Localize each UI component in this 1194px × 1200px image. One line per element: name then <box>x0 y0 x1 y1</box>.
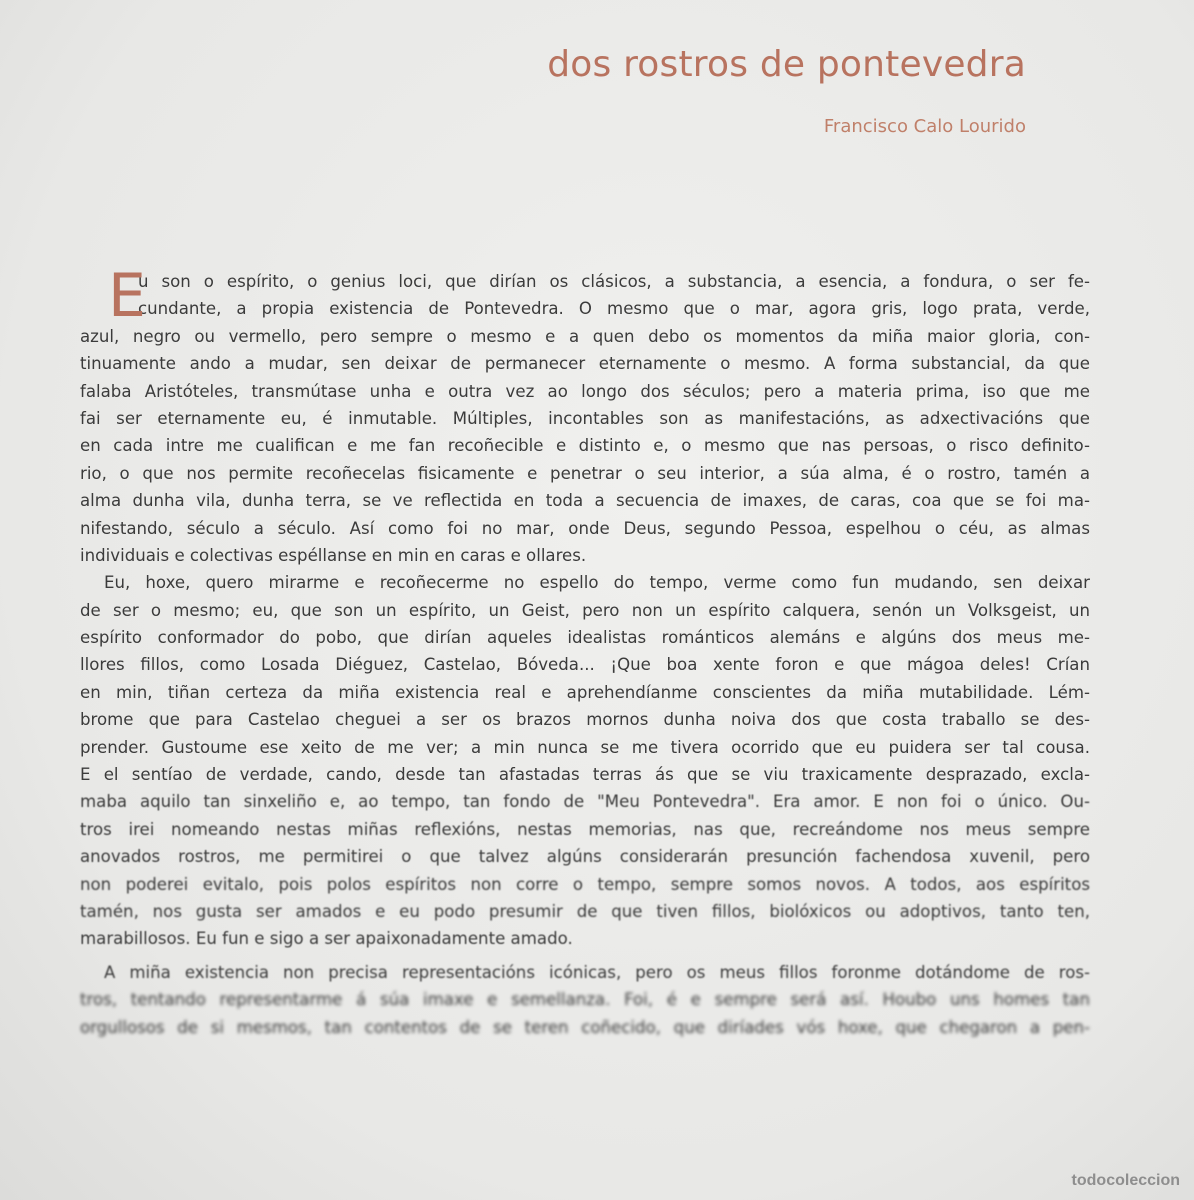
text-line: espírito conformador do pobo, que dirían aqueles idealistas románticos alemáns e algúns dos meus me- <box>80 628 1090 648</box>
text-line: tamén, nos gusta ser amados e eu podo presumir de que tiven fillos, biolóxicos ou adoptivos, tanto ten, <box>80 901 1090 921</box>
text-line: falaba Aristóteles, transmútase unha e outra vez ao longo dos séculos; pero a materia prima, iso que me <box>80 381 1090 401</box>
text-line: orgullosos de si mesmos, tan contentos de se teren coñecido, que diríades vós hoxe, que chegaron a pen- <box>80 1017 1090 1037</box>
text-line: prender. Gustoume ese xeito de me ver; a min nunca se me tivera ocorrido que eu puidera ser tal cousa. <box>80 737 1090 757</box>
chapter-title: dos rostros de pontevedra <box>547 44 1026 85</box>
text-line: azul, negro ou vermello, pero sempre o mesmo e a quen debo os momentos da miña maior gloria, con- <box>80 326 1090 346</box>
text-line: fai ser eternamente eu, é inmutable. Múltiples, incontables son as manifestacións, as adxectivacións que <box>80 408 1090 428</box>
body-text <box>80 261 1090 1041</box>
text-line: tros, tentando representarme á súa imaxe e semellanza. Foi, é e sempre será así. Houbo uns homes tan <box>80 990 1090 1010</box>
text-line: alma dunha vila, dunha terra, se ve reflectida en toda a secuencia de imaxes, de caras, coa que se foi ma- <box>80 491 1090 511</box>
text-line: brome que para Castelao cheguei a ser os brazos mornos dunha noiva dos que costa traballo se des- <box>80 710 1090 730</box>
text-line: A miña existencia non precisa representacións icónicas, pero os meus fillos foronme dotándome de ros- <box>104 962 1090 982</box>
text-line: nifestando, século a século. Así como foi no mar, onde Deus, segundo Pessoa, espelhou o céu, as almas <box>80 518 1090 538</box>
author-name: Francisco Calo Lourido <box>823 116 1026 137</box>
text-line: maba aquilo tan sinxeliño e, ao tempo, tan fondo de "Meu Pontevedra". Era amor. E non foi o único. Ou- <box>80 792 1090 812</box>
text-line: en min, tiñan certeza da miña existencia real e aprehendíanme conscientes da miña mutabilidade. Lém- <box>80 682 1090 702</box>
drop-cap: E <box>108 261 146 331</box>
text-line: individuais e colectivas espéllanse en min en caras e ollares. <box>80 545 587 565</box>
text-line: anovados rostros, me permitirei o que talvez algúns considerarán presunción fachendosa xuvenil, pero <box>80 847 1090 867</box>
text-line: marabillosos. Eu fun e sigo a ser apaixonadamente amado. <box>80 929 573 949</box>
text-line: llores fillos, como Losada Diéguez, Castelao, Bóveda... ¡Que boa xente foron e que mágoa deles! Crían <box>80 655 1090 675</box>
text-line: rio, o que nos permite recoñecelas fisicamente e penetrar o seu interior, a súa alma, é o rostro, tamén a <box>80 463 1090 483</box>
text-line: tros irei nomeando nestas miñas reflexións, nestas memorias, nas que, recreándome nos meus sempre <box>80 819 1090 839</box>
watermark: todocoleccion <box>1071 1172 1180 1189</box>
text-line: cundante, a propia existencia de Pontevedra. O mesmo que o mar, agora gris, logo prata, verde, <box>138 299 1090 319</box>
text-line: non poderei evitalo, pois polos espíritos non corre o tempo, sempre somos novos. A todos, aos espíritos <box>80 874 1090 894</box>
text-line: tinuamente ando a mudar, sen deixar de permanecer eternamente o mesmo. A forma substancial, da que <box>80 354 1090 374</box>
text-line: en cada intre me cualifican e me fan recoñecible e distinto e, o mesmo que nas persoas, o risco definito- <box>80 436 1090 456</box>
text-line: E el sentíao de verdade, cando, desde tan afastadas terras ás que se viu traxicamente desprazado, excla- <box>80 765 1090 785</box>
text-line: de ser o mesmo; eu, que son un espírito, un Geist, pero non un espírito calquera, senón un Volksgeist, un <box>80 600 1090 620</box>
text-line: Eu, hoxe, quero mirarme e recoñecerme no espello do tempo, verme como fun mudando, sen deixar <box>104 573 1090 593</box>
text-line: u son o espírito, o genius loci, que dirían os clásicos, a substancia, a esencia, a fondura, o ser fe- <box>138 272 1090 291</box>
